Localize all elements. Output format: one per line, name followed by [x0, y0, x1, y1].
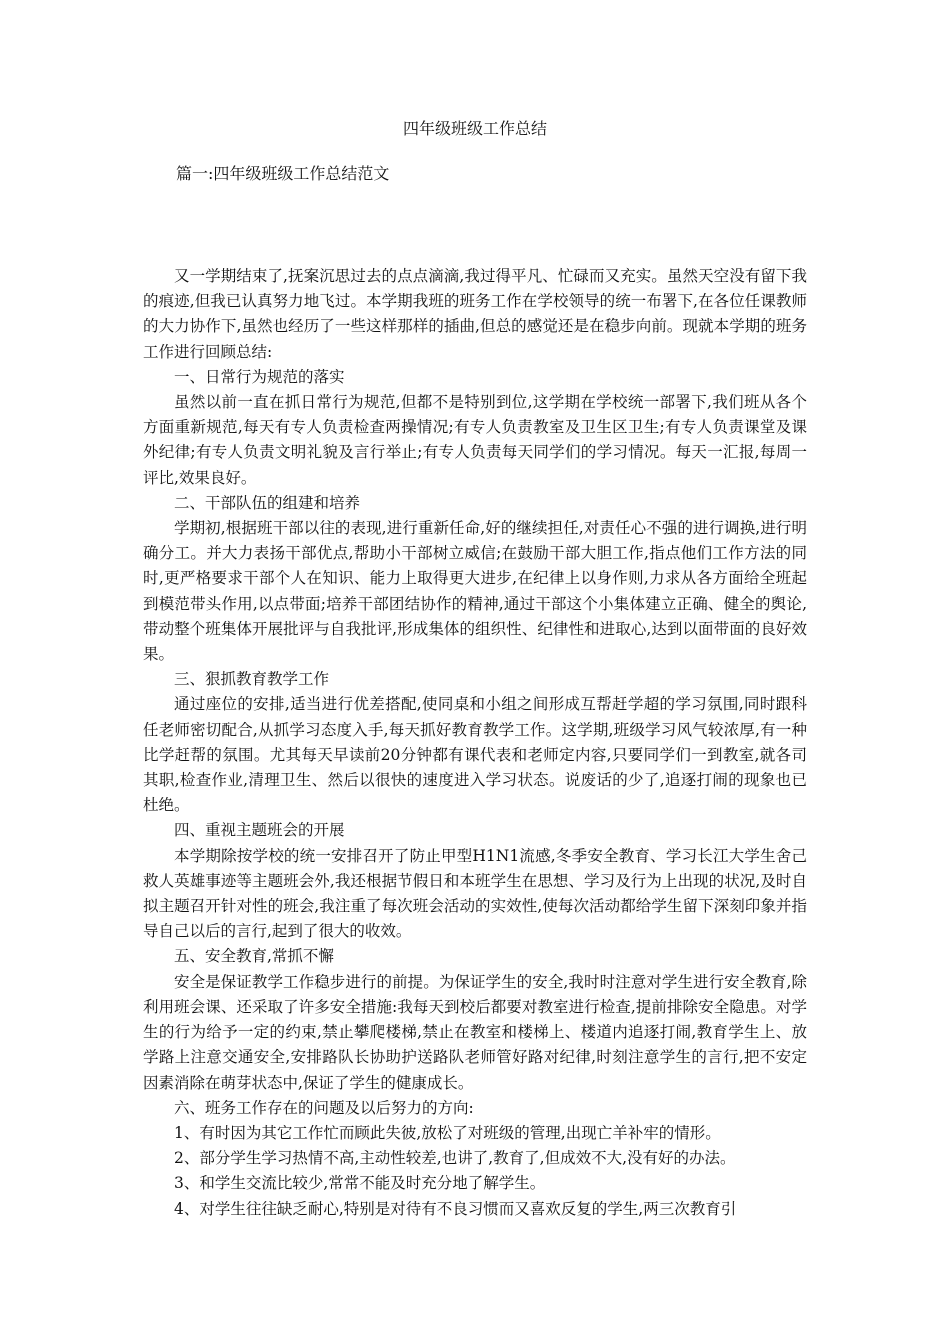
section-heading: 四、重视主题班会的开展 — [174, 821, 345, 840]
body-paragraph: 安全是保证教学工作稳步进行的前提。为保证学生的安全,我时时注意对学生进行安全教育,除利用班会课、还采取了许多安全措施:我每天到校后都要对教室进行检查,提前排除安全隐患。对学生的行为给予一定的约束,禁止攀爬楼梯,禁止在教室和楼梯上、楼道内追逐打闹,教育学生上、放学路上注意交通安全,安排路队长协助护送路队老师管好路对纪律,时刻注意学生的言行,把不安定因素消除在萌芽状态中,保证了学生的健康成长。 — [143, 972, 807, 1092]
document-subtitle: 篇一:四年级班级工作总结范文 — [176, 164, 390, 183]
body-paragraph: 通过座位的安排,适当进行优差搭配,使同桌和小组之间形成互帮赶学超的学习氛围,同时跟科任老师密切配合,从抓学习态度入手,每天抓好教育教学工作。这学期,班级学习风气较浓厚,有一种比学赶帮的氛围。尤其每天早读前20分钟都有课代表和老师定内容,只要同学们一到教室,就各司其职,检查作业,清理卫生、然后以很快的速度进入学习状态。说废话的少了,追逐打闹的现象也已杜绝。 — [143, 695, 807, 815]
body-paragraph: 虽然以前一直在抓日常行为规范,但都不是特别到位,这学期在学校统一部署下,我们班从各个方面重新规范,每天有专人负责检查两操情况;有专人负责教室及卫生区卫生;有专人负责课堂及课外纪律;有专人负责文明礼貌及言行举止;有专人负责每天同学们的学习情况。每天一汇报,每周一评比,效果良好。 — [143, 393, 807, 487]
list-item: 4、对学生往往缺乏耐心,特别是对待有不良习惯而又喜欢反复的学生,两三次教育引 — [174, 1199, 737, 1218]
list-item: 1、有时因为其它工作忙而顾此失彼,放松了对班级的管理,出现亡羊补牢的情形。 — [174, 1123, 721, 1142]
list-item: 3、和学生交流比较少,常常不能及时充分地了解学生。 — [174, 1174, 546, 1193]
body-paragraph: 学期初,根据班干部以往的表现,进行重新任命,好的继续担任,对责任心不强的进行调换,进行明确分工。并大力表扬干部优点,帮助小干部树立威信;在鼓励干部大胆工作,指点他们工作方法的同时,更严格要求干部个人在知识、能力上取得更大进步,在纪律上以身作则,力求从各方面给全班起到模范带头作用,以点带面;培养干部团结协作的精神,通过干部这个小集体建立正确、健全的舆论,带动整个班集体开展批评与自我批评,形成集体的组织性、纪律性和进取心,达到以面带面的良好效果。 — [143, 519, 807, 664]
section-heading: 三、狠抓教育教学工作 — [174, 670, 330, 689]
document-title: 四年级班级工作总结 — [402, 119, 547, 138]
document-body — [143, 264, 807, 1222]
body-paragraph: 本学期除按学校的统一安排召开了防止甲型H1N1流感,冬季安全教育、学习长江大学生舍己救人英雄事迹等主题班会外,我还根据节假日和本班学生在思想、学习及行为上出现的状况,及时自拟主题召开针对性的班会,我注重了每次班会活动的实效性,使每次活动都给学生留下深刻印象并指导自己以后的言行,起到了很大的收效。 — [143, 846, 807, 941]
section-heading: 二、干部队伍的组建和培养 — [174, 493, 361, 512]
section-heading: 五、安全教育,常抓不懈 — [174, 947, 334, 966]
section-heading: 一、日常行为规范的落实 — [174, 367, 345, 386]
section-heading: 六、班务工作存在的问题及以后努力的方向: — [174, 1098, 474, 1117]
list-item: 2、部分学生学习热情不高,主动性较差,也讲了,教育了,但成效不大,没有好的办法。 — [174, 1149, 736, 1168]
intro-paragraph: 又一学期结束了,抚案沉思过去的点点滴滴,我过得平凡、忙碌而又充实。虽然天空没有留下我的痕迹,但我已认真努力地飞过。本学期我班的班务工作在学校领导的统一布署下,在各位任课教师的大力协作下,虽然也经历了一些这样那样的插曲,但总的感觉还是在稳步向前。现就本学期的班务工作进行回顾总结: — [143, 267, 807, 361]
